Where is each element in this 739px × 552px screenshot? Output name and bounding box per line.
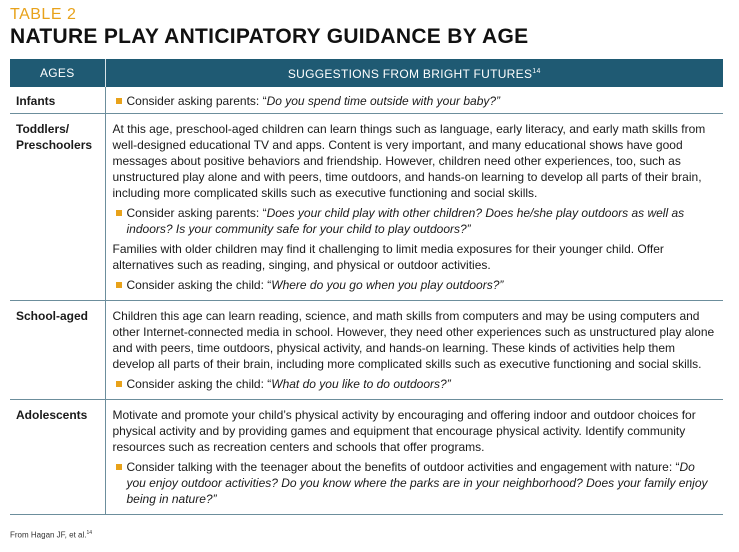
age-line: Toddlers/ (16, 122, 70, 136)
bullet-item (113, 205, 716, 237)
suggestion-cell (105, 400, 723, 515)
bullet-lead: Consider asking parents: “ (126, 94, 267, 108)
bullet-lead: Consider asking parents: “ (126, 206, 267, 220)
suggestion-cell (105, 301, 723, 400)
guidance-table (10, 59, 723, 515)
bullet-lead: Consider asking the child: “ (126, 278, 272, 292)
question-text: Do you spend time outside with your baby?” (266, 94, 501, 108)
age-cell: Adolescents (10, 400, 105, 515)
question-text: Where do you go when you play outdoors?” (271, 278, 504, 292)
bullet-item (113, 277, 716, 293)
bullet-lead: Consider asking the child: “ (126, 377, 272, 391)
footnote-ref: 14 (86, 530, 93, 536)
bullet-item (113, 376, 716, 392)
suggestion-cell (105, 114, 723, 301)
question-text: What do you like to do outdoors?” (271, 377, 451, 391)
suggestion-cell (105, 87, 723, 114)
table-title: NATURE PLAY ANTICIPATORY GUIDANCE BY AGE (10, 25, 529, 48)
paragraph: At this age, preschool-aged children can learn things such as language, early literacy, and early math skills from well-designed educational TV and apps. Content is very important, and many educational shows have good messages about positive behaviors and friendship. However, children need other experiences, too, such as unstructured play alone and with peers, time outdoors, and hands-on learning to develop all parts of their brain, including more complicated skills such as executive functioning and social skills. (112, 122, 706, 200)
paragraph: Motivate and promote your child’s physical activity by encouraging and offering indoor and outdoor choices for physical activity and by providing games and equipment that encourage physical activity. Identify community resources such as recreation centers and schools that offer programs. (112, 408, 696, 454)
header-row (10, 59, 723, 87)
header-suggestions (105, 59, 723, 87)
bullet-item (113, 459, 716, 507)
table-row (10, 87, 723, 114)
table-row (10, 301, 723, 400)
question-text: Does your child play with other children? Does he/she play outdoors as well as indoors? Is your community safe for your child to play outdoors?” (126, 206, 685, 236)
table-label: TABLE 2 (10, 6, 77, 23)
header-ref: 14 (532, 68, 541, 75)
paragraph: Families with older children may find it challenging to limit media exposures for their younger child. Offer alternatives such as reading, singing, and physical or outdoor activities. (112, 242, 664, 272)
question-text: Do you enjoy outdoor activities? Do you know where the parks are in your neighborhood? Does your family enjoy being in nature?” (126, 460, 708, 506)
header-ages: AGES (10, 59, 105, 87)
bullet-lead: Consider talking with the teenager about the benefits of outdoor activities and engagement with nature: “ (126, 460, 680, 474)
age-cell: Infants (10, 87, 105, 114)
table-row (10, 114, 723, 301)
header-suggestions-text: SUGGESTIONS FROM BRIGHT FUTURES (287, 67, 533, 81)
paragraph: Children this age can learn reading, science, and math skills from computers and may be using computers and other Internet-connected media in school. However, they need other experiences such as unstructured play alone and with peers, time outdoors, physical activity, and hands-on learning. These kinds of activities help them develop all parts of their brain, including more complicated skills such as executive functioning and social skills. (112, 309, 715, 371)
age-line: Preschoolers (16, 138, 93, 152)
table-row (10, 400, 723, 515)
source-footnote (10, 530, 92, 540)
age-cell (10, 114, 105, 301)
age-cell: School-aged (10, 301, 105, 400)
bullet-item (113, 93, 716, 109)
footnote-text: From Hagan JF, et al. (10, 530, 87, 540)
